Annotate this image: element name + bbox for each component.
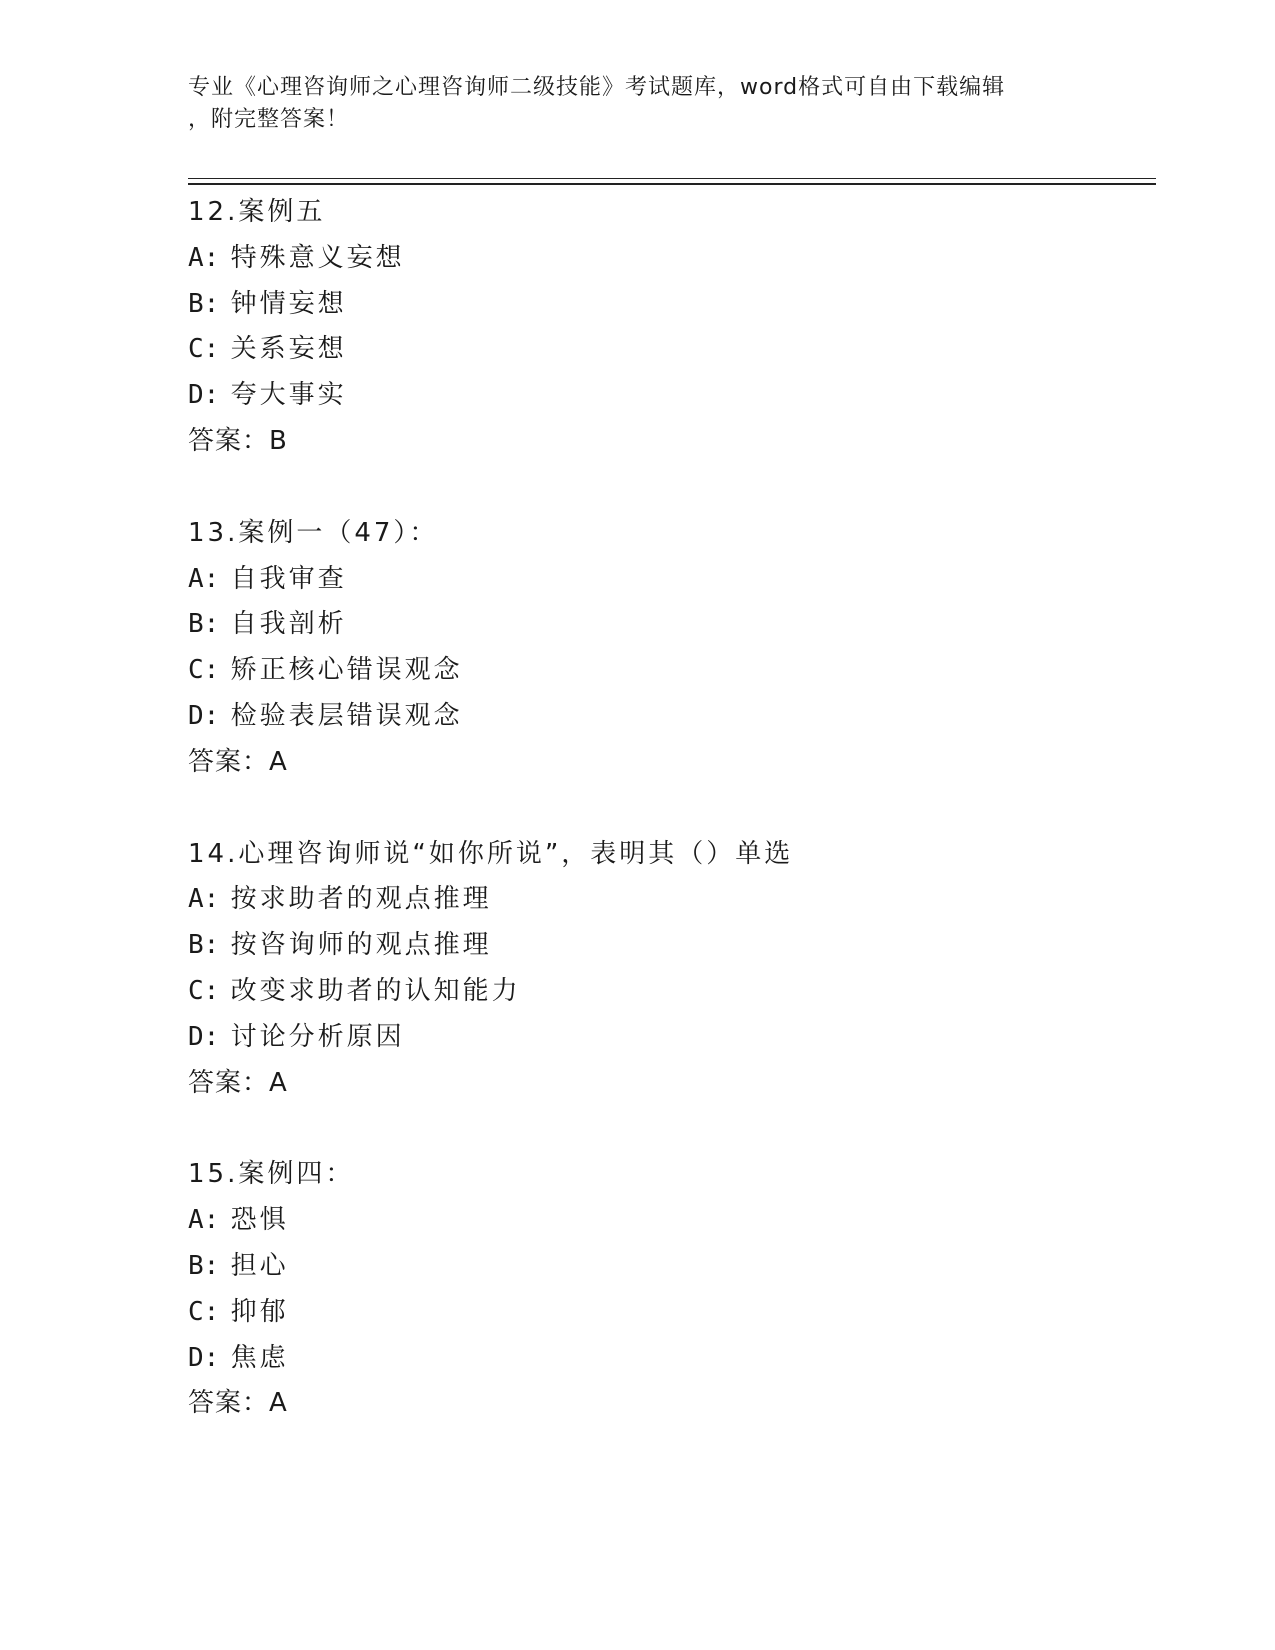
option-text: 按求助者的观点推理 [230,884,492,915]
option-text: 改变求助者的认知能力 [230,975,521,1006]
option-letter: C: [188,334,220,365]
option-text: 担心 [230,1250,289,1281]
option-c [188,648,1148,694]
option-a [188,557,1148,603]
option-b [188,1244,1148,1290]
option-letter: C: [188,1296,220,1327]
option-d [188,373,1148,419]
option-text: 矫正核心错误观念 [230,655,463,686]
option-text: 特殊意义妄想 [230,242,405,273]
option-a [188,1198,1148,1244]
question-stem: 12.案例五 [188,197,326,227]
question-list [188,190,1148,1473]
option-letter: B: [188,1250,220,1281]
option-a [188,236,1148,282]
answer-line: 答案：A [188,1388,288,1419]
option-b [188,602,1148,648]
option-text: 夸大事实 [230,380,347,411]
option-letter: C: [188,975,220,1006]
option-text: 恐惧 [230,1205,289,1236]
option-b [188,923,1148,969]
question-14 [188,832,1148,1107]
option-d [188,1015,1148,1061]
option-text: 抑郁 [230,1296,289,1327]
option-text: 自我剖析 [230,609,347,640]
option-letter: D: [188,380,220,411]
option-text: 检验表层错误观念 [230,700,463,731]
option-letter: D: [188,1021,220,1052]
header-line-1: 专业《心理咨询师之心理咨询师二级技能》考试题库，word格式可自由下载编辑 [188,75,1006,100]
option-letter: B: [188,609,220,640]
answer-line: 答案：A [188,1067,288,1098]
option-letter: B: [188,930,220,961]
question-13 [188,511,1148,786]
option-letter: A: [188,563,220,594]
option-text: 讨论分析原因 [230,1021,405,1052]
option-letter: B: [188,288,220,319]
option-d [188,694,1148,740]
option-text: 自我审查 [230,563,347,594]
option-letter: A: [188,1205,220,1236]
question-15 [188,1152,1148,1427]
option-text: 按咨询师的观点推理 [230,930,492,961]
option-c [188,327,1148,373]
option-text: 钟情妄想 [230,288,347,319]
answer-line: 答案：A [188,746,288,777]
option-b [188,282,1148,328]
option-letter: A: [188,884,220,915]
header-divider-thick [188,183,1156,185]
answer-line: 答案：B [188,425,288,456]
header-divider-thin [188,178,1156,179]
header-line-2: ，附完整答案！ [188,107,350,132]
question-12 [188,190,1148,465]
document-header [188,72,1088,136]
option-letter: D: [188,1342,220,1373]
option-text: 关系妄想 [230,334,347,365]
option-c [188,1290,1148,1336]
question-stem: 13.案例一（47）： [188,517,439,548]
question-stem: 15.案例四： [188,1159,355,1190]
option-d [188,1336,1148,1382]
option-letter: C: [188,655,220,686]
option-c [188,969,1148,1015]
option-text: 焦虑 [230,1342,289,1373]
option-letter: A: [188,242,220,273]
option-letter: D: [188,700,220,731]
option-a [188,877,1148,923]
question-stem: 14.心理咨询师说“如你所说”，表明其（）单选 [188,838,794,869]
